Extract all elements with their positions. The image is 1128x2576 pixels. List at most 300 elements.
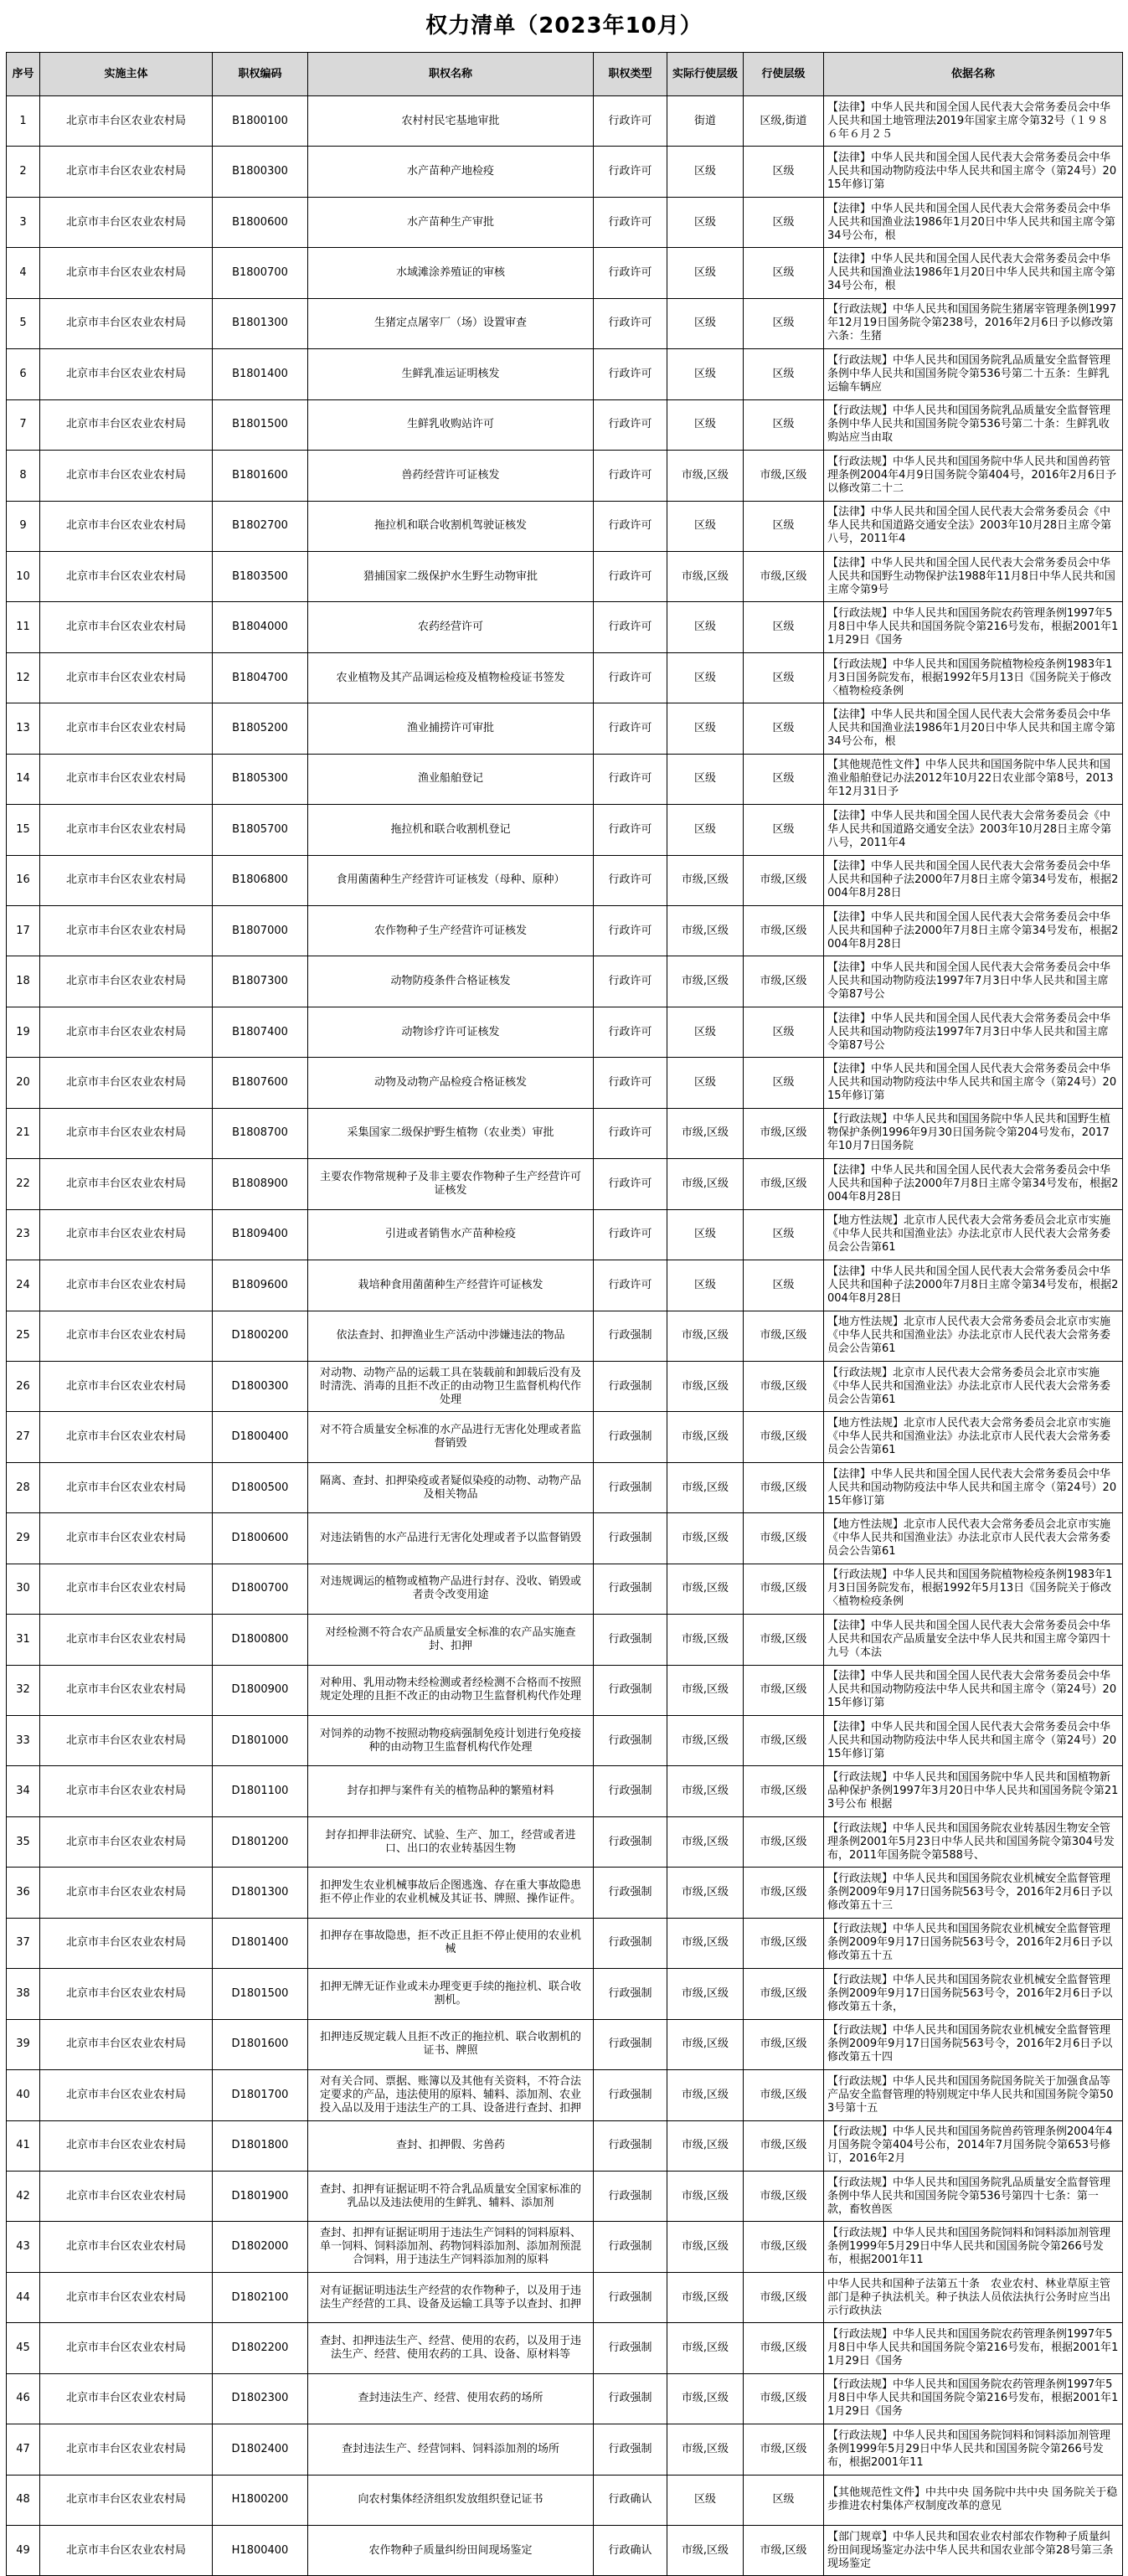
cell-level: 市级,区级 xyxy=(744,1615,824,1665)
cell-subject: 北京市丰台区农业农村局 xyxy=(40,451,213,501)
cell-basis xyxy=(824,2424,1123,2475)
header-actual-level: 实际行使层级 xyxy=(667,53,744,96)
cell-level: 区级 xyxy=(744,652,824,703)
cell-index: 37 xyxy=(7,1918,40,1968)
cell-level: 区级 xyxy=(744,1209,824,1260)
cell-subject: 北京市丰台区农业农村局 xyxy=(40,906,213,956)
cell-code: D1801400 xyxy=(213,1918,308,1968)
cell-index: 49 xyxy=(7,2526,40,2576)
cell-basis xyxy=(824,2222,1123,2272)
cell-power-name: 生鲜乳准运证明核发 xyxy=(308,349,594,399)
header-index: 序号 xyxy=(7,53,40,96)
cell-actual-level: 市级,区级 xyxy=(667,2019,744,2069)
basis-text: 【法律】中华人民共和国全国人民代表大会常务委员会中华人民共和国种子法2000年7月8日主席令第34号发布，根据2004年8月28日 xyxy=(827,1265,1119,1305)
table-row xyxy=(7,147,1123,197)
cell-subject: 北京市丰台区农业农村局 xyxy=(40,2373,213,2424)
cell-power-name: 对有关合同、票据、账簿以及其他有关资料，不符合法定要求的产品，违法使用的原料、辅料、添加剂、农业投入品以及用于违法生产的工具、设备进行查封、扣押 xyxy=(308,2070,594,2120)
header-power-name: 职权名称 xyxy=(308,53,594,96)
cell-subject: 北京市丰台区农业农村局 xyxy=(40,1159,213,1209)
cell-code: B1800100 xyxy=(213,96,308,147)
header-code: 职权编码 xyxy=(213,53,308,96)
cell-subject: 北京市丰台区农业农村局 xyxy=(40,2019,213,2069)
basis-text: 【部门规章】中华人民共和国农业农村部农作物种子质量纠纷田间现场鉴定办法中华人民共和国农业部令第28号第三条 现场鉴定 xyxy=(827,2530,1125,2570)
cell-power-type: 行政许可 xyxy=(594,1260,667,1311)
cell-level: 市级,区级 xyxy=(744,2019,824,2069)
cell-power-type: 行政确认 xyxy=(594,2526,667,2576)
cell-level: 市级,区级 xyxy=(744,906,824,956)
cell-power-name: 对动物、动物产品的运载工具在装载前和卸载后没有及时清洗、消毒的且拒不改正的由动物卫生监督机构代作处理 xyxy=(308,1361,594,1411)
table-row xyxy=(7,2070,1123,2120)
table-row xyxy=(7,1108,1123,1158)
cell-level: 市级,区级 xyxy=(744,1665,824,1715)
cell-subject: 北京市丰台区农业农村局 xyxy=(40,2272,213,2322)
cell-code: B1804700 xyxy=(213,652,308,703)
cell-power-type: 行政许可 xyxy=(594,956,667,1007)
cell-actual-level: 市级,区级 xyxy=(667,2272,744,2322)
cell-subject: 北京市丰台区农业农村局 xyxy=(40,2120,213,2171)
table-row xyxy=(7,1260,1123,1311)
cell-index: 26 xyxy=(7,1361,40,1411)
cell-level: 市级,区级 xyxy=(744,1311,824,1361)
cell-code: D1801200 xyxy=(213,1816,308,1867)
table-row xyxy=(7,1209,1123,1260)
basis-text: 【行政法规】中华人民共和国国务院饲料和饲料添加剂管理条例1999年5月29日中华人民共和国国务院令第266号发布，根据2001年11 xyxy=(827,2227,1111,2267)
cell-level: 市级,区级 xyxy=(744,855,824,905)
basis-text: 【行政法规】中华人民共和国国务院饲料和饲料添加剂管理条例1999年5月29日中华人民共和国国务院令第266号发布，根据2001年11 xyxy=(827,2429,1111,2469)
cell-level: 市级,区级 xyxy=(744,451,824,501)
basis-text: 【行政法规】中华人民共和国国务院乳品质量安全监督管理条例中华人民共和国国务院令第536号第四十七条：第一款，畜牧兽医 xyxy=(827,2176,1111,2216)
cell-basis xyxy=(824,1260,1123,1311)
cell-code: H1800400 xyxy=(213,2526,308,2576)
cell-basis xyxy=(824,1969,1123,2019)
cell-power-type: 行政许可 xyxy=(594,652,667,703)
cell-index: 16 xyxy=(7,855,40,905)
table-row xyxy=(7,2526,1123,2576)
cell-level: 市级,区级 xyxy=(744,2171,824,2221)
cell-code: D1800200 xyxy=(213,1311,308,1361)
cell-power-type: 行政强制 xyxy=(594,2019,667,2069)
cell-power-type: 行政强制 xyxy=(594,1665,667,1715)
power-list-table xyxy=(6,52,1123,2576)
basis-text: 【行政法规】中华人民共和国国务院农业机械安全监督管理条例2009年9月17日国务院563号令，2016年2月6日予以修改第五十四 xyxy=(827,2024,1113,2064)
cell-code: B1801300 xyxy=(213,298,308,348)
table-row xyxy=(7,1868,1123,1918)
cell-power-type: 行政强制 xyxy=(594,1462,667,1512)
table-row xyxy=(7,551,1123,601)
cell-power-name: 查封违法生产、经营、使用农药的场所 xyxy=(308,2373,594,2424)
cell-code: D1802000 xyxy=(213,2222,308,2272)
cell-power-type: 行政许可 xyxy=(594,1007,667,1057)
cell-subject: 北京市丰台区农业农村局 xyxy=(40,1766,213,1816)
cell-actual-level: 区级 xyxy=(667,805,744,855)
cell-basis xyxy=(824,2475,1123,2525)
cell-power-type: 行政强制 xyxy=(594,1564,667,1614)
cell-index: 36 xyxy=(7,1868,40,1918)
cell-level: 市级,区级 xyxy=(744,1412,824,1462)
cell-subject: 北京市丰台区农业农村局 xyxy=(40,1462,213,1512)
cell-index: 13 xyxy=(7,703,40,754)
cell-subject: 北京市丰台区农业农村局 xyxy=(40,1969,213,2019)
cell-level: 市级,区级 xyxy=(744,2272,824,2322)
cell-subject: 北京市丰台区农业农村局 xyxy=(40,96,213,147)
table-row xyxy=(7,2323,1123,2373)
cell-power-type: 行政强制 xyxy=(594,1716,667,1766)
table-row xyxy=(7,1513,1123,1564)
cell-actual-level: 市级,区级 xyxy=(667,855,744,905)
cell-index: 35 xyxy=(7,1816,40,1867)
cell-power-type: 行政许可 xyxy=(594,1159,667,1209)
cell-level: 市级,区级 xyxy=(744,1918,824,1968)
cell-actual-level: 市级,区级 xyxy=(667,956,744,1007)
cell-code: B1800700 xyxy=(213,248,308,298)
cell-actual-level: 区级 xyxy=(667,703,744,754)
table-row xyxy=(7,1412,1123,1462)
cell-actual-level: 区级 xyxy=(667,652,744,703)
basis-text: 【行政法规】中华人民共和国国务院中华人民共和国野生植物保护条例1996年9月30日国务院令第204号发布，2017年10月7日国务院 xyxy=(827,1113,1111,1153)
cell-power-name: 封存扣押与案件有关的植物品种的繁殖材料 xyxy=(308,1766,594,1816)
cell-index: 24 xyxy=(7,1260,40,1311)
cell-index: 29 xyxy=(7,1513,40,1564)
cell-subject: 北京市丰台区农业农村局 xyxy=(40,1665,213,1715)
cell-power-type: 行政确认 xyxy=(594,2475,667,2525)
cell-actual-level: 区级 xyxy=(667,1058,744,1108)
cell-actual-level: 街道 xyxy=(667,96,744,147)
basis-text: 【法律】中华人民共和国全国人民代表大会常务委员会中华人民共和国渔业法1986年1月20日中华人民共和国主席令第34号公布，根 xyxy=(827,708,1115,748)
cell-subject: 北京市丰台区农业农村局 xyxy=(40,1564,213,1614)
cell-index: 7 xyxy=(7,399,40,450)
cell-subject: 北京市丰台区农业农村局 xyxy=(40,248,213,298)
cell-index: 15 xyxy=(7,805,40,855)
basis-text: 【法律】中华人民共和国全国人民代表大会常务委员会中华人民共和国土地管理法2019年国家主席令第32号（１９８６年６月２５ xyxy=(827,100,1111,141)
cell-basis xyxy=(824,1665,1123,1715)
cell-code: D1801700 xyxy=(213,2070,308,2120)
basis-text: 【行政法规】中华人民共和国国务院乳品质量安全监督管理条例中华人民共和国国务院令第536号第二十条：生鲜乳收购站应当由取 xyxy=(827,404,1111,445)
cell-actual-level: 市级,区级 xyxy=(667,2171,744,2221)
cell-basis xyxy=(824,197,1123,247)
cell-level: 区级 xyxy=(744,1007,824,1057)
cell-level: 市级,区级 xyxy=(744,1816,824,1867)
cell-basis xyxy=(824,1918,1123,1968)
basis-text: 【行政法规】中华人民共和国国务院中华人民共和国兽药管理条例2004年4月9日国务院令第404号，2016年2月6日予以修改第二十二 xyxy=(827,455,1117,495)
cell-code: B1806800 xyxy=(213,855,308,905)
basis-text: 【行政法规】中华人民共和国国务院植物检疫条例1983年1月3日国务院发布，根据1992年5月13日《国务院关于修改〈植物检疫条例 xyxy=(827,657,1113,698)
cell-subject: 北京市丰台区农业农村局 xyxy=(40,956,213,1007)
cell-power-type: 行政强制 xyxy=(594,1969,667,2019)
cell-code: D1801800 xyxy=(213,2120,308,2171)
cell-actual-level: 市级,区级 xyxy=(667,1665,744,1715)
basis-text: 【法律】中华人民共和国全国人民代表大会常务委员会中华人民共和国种子法2000年7月8日主席令第34号发布，根据2004年8月28日 xyxy=(827,860,1119,900)
cell-power-name: 渔业船舶登记 xyxy=(308,754,594,804)
cell-actual-level: 市级,区级 xyxy=(667,2424,744,2475)
cell-basis xyxy=(824,248,1123,298)
cell-index: 21 xyxy=(7,1108,40,1158)
cell-actual-level: 区级 xyxy=(667,197,744,247)
header-subject: 实施主体 xyxy=(40,53,213,96)
cell-actual-level: 市级,区级 xyxy=(667,1108,744,1158)
basis-text: 中华人民共和国种子法第五十条 农业农村、林业草原主管部门是种子执法机关。种子执法人员依法执行公务时应当出示行政执法 xyxy=(827,2277,1111,2317)
basis-text: 【行政法规】中华人民共和国国务院农药管理条例1997年5月8日中华人民共和国国务院令第216号发布，根据2001年11月29日《国务 xyxy=(827,2327,1119,2367)
cell-power-name: 兽药经营许可证核发 xyxy=(308,451,594,501)
cell-level: 市级,区级 xyxy=(744,1716,824,1766)
table-row xyxy=(7,1716,1123,1766)
cell-power-type: 行政许可 xyxy=(594,349,667,399)
basis-text: 【地方性法规】北京市人民代表大会常务委员会北京市实施《中华人民共和国渔业法》办法北京市人民代表大会常务委员会公告第61 xyxy=(827,1517,1111,1558)
cell-power-name: 渔业捕捞许可审批 xyxy=(308,703,594,754)
cell-index: 33 xyxy=(7,1716,40,1766)
cell-subject: 北京市丰台区农业农村局 xyxy=(40,602,213,652)
basis-text: 【法律】中华人民共和国全国人民代表大会常务委员会中华人民共和国农产品质量安全法中华人民共和国主席令第四十九号（本法 xyxy=(827,1619,1111,1659)
cell-power-type: 行政强制 xyxy=(594,1412,667,1462)
table-row xyxy=(7,652,1123,703)
cell-index: 23 xyxy=(7,1209,40,1260)
cell-level: 区级 xyxy=(744,703,824,754)
basis-text: 【行政法规】中华人民共和国国务院中华人民共和国植物新品种保护条例1997年3月20日中华人民共和国国务院令第213号公布 根据 xyxy=(827,1771,1119,1811)
cell-power-name: 动物防疫条件合格证核发 xyxy=(308,956,594,1007)
cell-power-type: 行政强制 xyxy=(594,1513,667,1564)
cell-actual-level: 区级 xyxy=(667,1007,744,1057)
cell-power-name: 扣押存在事故隐患，拒不改正且拒不停止使用的农业机械 xyxy=(308,1918,594,1968)
cell-power-type: 行政强制 xyxy=(594,1615,667,1665)
cell-power-type: 行政许可 xyxy=(594,855,667,905)
cell-index: 6 xyxy=(7,349,40,399)
cell-index: 9 xyxy=(7,501,40,551)
cell-basis xyxy=(824,451,1123,501)
cell-subject: 北京市丰台区农业农村局 xyxy=(40,1615,213,1665)
cell-subject: 北京市丰台区农业农村局 xyxy=(40,2222,213,2272)
cell-subject: 北京市丰台区农业农村局 xyxy=(40,1412,213,1462)
cell-basis xyxy=(824,298,1123,348)
cell-actual-level: 区级 xyxy=(667,754,744,804)
cell-power-name: 查封、扣押违法生产、经营、使用的农药，以及用于违法生产、经营、使用农药的工具、设备、原材料等 xyxy=(308,2323,594,2373)
cell-power-type: 行政强制 xyxy=(594,2424,667,2475)
cell-code: B1807000 xyxy=(213,906,308,956)
cell-actual-level: 市级,区级 xyxy=(667,1412,744,1462)
table-row xyxy=(7,501,1123,551)
cell-basis xyxy=(824,602,1123,652)
cell-code: B1807400 xyxy=(213,1007,308,1057)
cell-subject: 北京市丰台区农业农村局 xyxy=(40,399,213,450)
cell-power-type: 行政许可 xyxy=(594,1058,667,1108)
cell-actual-level: 区级 xyxy=(667,501,744,551)
cell-subject: 北京市丰台区农业农村局 xyxy=(40,1716,213,1766)
cell-power-name: 水产苗种产地检疫 xyxy=(308,147,594,197)
table-row xyxy=(7,2373,1123,2424)
cell-index: 47 xyxy=(7,2424,40,2475)
cell-subject: 北京市丰台区农业农村局 xyxy=(40,1513,213,1564)
cell-level: 区级 xyxy=(744,1260,824,1311)
cell-actual-level: 市级,区级 xyxy=(667,1513,744,1564)
cell-subject: 北京市丰台区农业农村局 xyxy=(40,2475,213,2525)
cell-actual-level: 区级 xyxy=(667,602,744,652)
cell-level: 市级,区级 xyxy=(744,2222,824,2272)
cell-code: B1809600 xyxy=(213,1260,308,1311)
cell-basis xyxy=(824,855,1123,905)
cell-power-type: 行政强制 xyxy=(594,2272,667,2322)
cell-level: 市级,区级 xyxy=(744,2323,824,2373)
basis-text: 【法律】中华人民共和国全国人民代表大会常务委员会《中华人民共和国道路交通安全法》2003年10月28日主席令第八号，2011年4 xyxy=(827,506,1112,546)
cell-code: H1800200 xyxy=(213,2475,308,2525)
basis-text: 【行政法规】中华人民共和国国务院农药管理条例1997年5月8日中华人民共和国国务院令第216号发布，根据2001年11月29日《国务 xyxy=(827,2378,1119,2419)
cell-basis xyxy=(824,805,1123,855)
cell-code: D1801300 xyxy=(213,1868,308,1918)
cell-basis xyxy=(824,1311,1123,1361)
cell-index: 28 xyxy=(7,1462,40,1512)
basis-text: 【法律】中华人民共和国全国人民代表大会常务委员会中华人民共和国动物防疫法中华人民共和国主席令（第24号）2015年修订第 xyxy=(827,1063,1117,1103)
table-row xyxy=(7,805,1123,855)
cell-basis xyxy=(824,1513,1123,1564)
cell-power-type: 行政许可 xyxy=(594,197,667,247)
table-row xyxy=(7,2272,1123,2322)
table-row xyxy=(7,96,1123,147)
cell-basis xyxy=(824,1007,1123,1057)
cell-subject: 北京市丰台区农业农村局 xyxy=(40,197,213,247)
table-row xyxy=(7,2171,1123,2221)
cell-power-type: 行政许可 xyxy=(594,551,667,601)
cell-code: D1802300 xyxy=(213,2373,308,2424)
cell-power-type: 行政许可 xyxy=(594,248,667,298)
cell-basis xyxy=(824,2019,1123,2069)
table-row xyxy=(7,1665,1123,1715)
cell-level: 区级 xyxy=(744,248,824,298)
cell-power-name: 扣押违反规定载人且拒不改正的拖拉机、联合收割机的证书、牌照 xyxy=(308,2019,594,2069)
table-row xyxy=(7,754,1123,804)
cell-basis xyxy=(824,1058,1123,1108)
cell-power-type: 行政强制 xyxy=(594,2373,667,2424)
basis-text: 【法律】中华人民共和国全国人民代表大会常务委员会中华人民共和国动物防疫法中华人民共和国主席令（第24号）2015年修订第 xyxy=(827,1720,1117,1760)
cell-code: B1801400 xyxy=(213,349,308,399)
cell-code: D1802100 xyxy=(213,2272,308,2322)
cell-code: B1803500 xyxy=(213,551,308,601)
cell-basis xyxy=(824,2120,1123,2171)
cell-level: 市级,区级 xyxy=(744,1564,824,1614)
cell-basis xyxy=(824,906,1123,956)
cell-power-name: 动物及动物产品检疫合格证核发 xyxy=(308,1058,594,1108)
cell-power-name: 扣押无牌无证作业或未办理变更手续的拖拉机、联合收割机。 xyxy=(308,1969,594,2019)
cell-basis xyxy=(824,703,1123,754)
cell-index: 4 xyxy=(7,248,40,298)
cell-code: B1804000 xyxy=(213,602,308,652)
cell-actual-level: 市级,区级 xyxy=(667,2323,744,2373)
cell-actual-level: 市级,区级 xyxy=(667,2222,744,2272)
cell-basis xyxy=(824,1868,1123,1918)
cell-power-type: 行政许可 xyxy=(594,501,667,551)
cell-power-name: 对饲养的动物不按照动物疫病强制免疫计划进行免疫接种的由动物卫生监督机构代作处理 xyxy=(308,1716,594,1766)
table-row xyxy=(7,298,1123,348)
cell-power-type: 行政许可 xyxy=(594,805,667,855)
cell-power-name: 对有证据证明违法生产经营的农作物种子，以及用于违法生产经营的工具、设备及运输工具等予以查封、扣押 xyxy=(308,2272,594,2322)
table-row xyxy=(7,1311,1123,1361)
cell-code: B1808700 xyxy=(213,1108,308,1158)
cell-actual-level: 市级,区级 xyxy=(667,1564,744,1614)
cell-actual-level: 市级,区级 xyxy=(667,2526,744,2576)
table-row xyxy=(7,248,1123,298)
table-row xyxy=(7,1969,1123,2019)
cell-actual-level: 市级,区级 xyxy=(667,2373,744,2424)
table-row xyxy=(7,1766,1123,1816)
cell-index: 46 xyxy=(7,2373,40,2424)
header-power-type: 职权类型 xyxy=(594,53,667,96)
cell-power-type: 行政强制 xyxy=(594,1361,667,1411)
basis-text: 【法律】中华人民共和国全国人民代表大会常务委员会中华人民共和国野生动物保护法1988年11月8日中华人民共和国主席令第9号 xyxy=(827,556,1115,596)
table-row xyxy=(7,1361,1123,1411)
table-row xyxy=(7,703,1123,754)
cell-power-type: 行政许可 xyxy=(594,754,667,804)
basis-text: 【行政法规】中华人民共和国国务院乳品质量安全监督管理条例中华人民共和国国务院令第536号第二十五条：生鲜乳运输车辆应 xyxy=(827,353,1111,394)
cell-index: 18 xyxy=(7,956,40,1007)
table-header-row xyxy=(7,53,1123,96)
cell-code: B1809400 xyxy=(213,1209,308,1260)
cell-level: 市级,区级 xyxy=(744,2526,824,2576)
cell-power-type: 行政许可 xyxy=(594,1108,667,1158)
cell-index: 38 xyxy=(7,1969,40,2019)
cell-basis xyxy=(824,1462,1123,1512)
cell-power-type: 行政强制 xyxy=(594,2070,667,2120)
cell-subject: 北京市丰台区农业农村局 xyxy=(40,1108,213,1158)
cell-subject: 北京市丰台区农业农村局 xyxy=(40,1058,213,1108)
cell-subject: 北京市丰台区农业农村局 xyxy=(40,1918,213,1968)
cell-level: 市级,区级 xyxy=(744,551,824,601)
cell-basis xyxy=(824,2171,1123,2221)
cell-index: 1 xyxy=(7,96,40,147)
table-row xyxy=(7,399,1123,450)
basis-text: 【其他规范性文件】中共中央 国务院中共中央 国务院关于稳步推进农村集体产权制度改革的意见 xyxy=(827,2486,1118,2513)
table-row xyxy=(7,451,1123,501)
basis-text: 【行政法规】中华人民共和国国务院国务院关于加强食品等产品安全监督管理的特别规定中华人民共和国国务院令第503号第十五 xyxy=(827,2074,1114,2115)
cell-basis xyxy=(824,2323,1123,2373)
cell-power-name: 采集国家二级保护野生植物（农业类）审批 xyxy=(308,1108,594,1158)
cell-index: 45 xyxy=(7,2323,40,2373)
cell-basis xyxy=(824,652,1123,703)
cell-power-type: 行政许可 xyxy=(594,147,667,197)
cell-subject: 北京市丰台区农业农村局 xyxy=(40,2070,213,2120)
cell-level: 市级,区级 xyxy=(744,1462,824,1512)
basis-text: 【法律】中华人民共和国全国人民代表大会常务委员会中华人民共和国种子法2000年7月8日主席令第34号发布，根据2004年8月28日 xyxy=(827,910,1119,951)
cell-basis xyxy=(824,1816,1123,1867)
cell-index: 12 xyxy=(7,652,40,703)
cell-power-type: 行政强制 xyxy=(594,1311,667,1361)
basis-text: 【行政法规】中华人民共和国国务院农业机械安全监督管理条例2009年9月17日国务院563号令，2016年2月6日予以修改第五十条， xyxy=(827,1973,1113,2013)
basis-text: 【法律】中华人民共和国全国人民代表大会常务委员会中华人民共和国种子法2000年7月8日主席令第34号发布，根据2004年8月28日 xyxy=(827,1163,1119,1203)
cell-code: B1807600 xyxy=(213,1058,308,1108)
cell-power-name: 农作物种子质量纠纷田间现场鉴定 xyxy=(308,2526,594,2576)
cell-code: D1800800 xyxy=(213,1615,308,1665)
table-row xyxy=(7,1462,1123,1512)
cell-code: B1802700 xyxy=(213,501,308,551)
cell-power-name: 水域滩涂养殖证的审核 xyxy=(308,248,594,298)
basis-text: 【行政法规】中华人民共和国国务院植物检疫条例1983年1月3日国务院发布，根据1992年5月13日《国务院关于修改〈植物检疫条例 xyxy=(827,1569,1113,1609)
cell-index: 11 xyxy=(7,602,40,652)
cell-code: D1801500 xyxy=(213,1969,308,2019)
cell-code: D1800500 xyxy=(213,1462,308,1512)
cell-power-name: 隔离、查封、扣押染疫或者疑似染疫的动物、动物产品及相关物品 xyxy=(308,1462,594,1512)
cell-code: B1800600 xyxy=(213,197,308,247)
cell-subject: 北京市丰台区农业农村局 xyxy=(40,147,213,197)
cell-level: 市级,区级 xyxy=(744,1513,824,1564)
cell-basis xyxy=(824,1159,1123,1209)
table-row xyxy=(7,1816,1123,1867)
cell-code: B1800300 xyxy=(213,147,308,197)
cell-subject: 北京市丰台区农业农村局 xyxy=(40,855,213,905)
cell-power-name: 查封、扣押有证据证明不符合乳品质量安全国家标准的乳品以及违法使用的生鲜乳、辅料、添加剂 xyxy=(308,2171,594,2221)
cell-power-type: 行政许可 xyxy=(594,906,667,956)
cell-subject: 北京市丰台区农业农村局 xyxy=(40,298,213,348)
table-row xyxy=(7,197,1123,247)
cell-basis xyxy=(824,2526,1123,2576)
cell-index: 25 xyxy=(7,1311,40,1361)
cell-actual-level: 区级 xyxy=(667,298,744,348)
cell-level: 市级,区级 xyxy=(744,1361,824,1411)
cell-power-type: 行政强制 xyxy=(594,2222,667,2272)
